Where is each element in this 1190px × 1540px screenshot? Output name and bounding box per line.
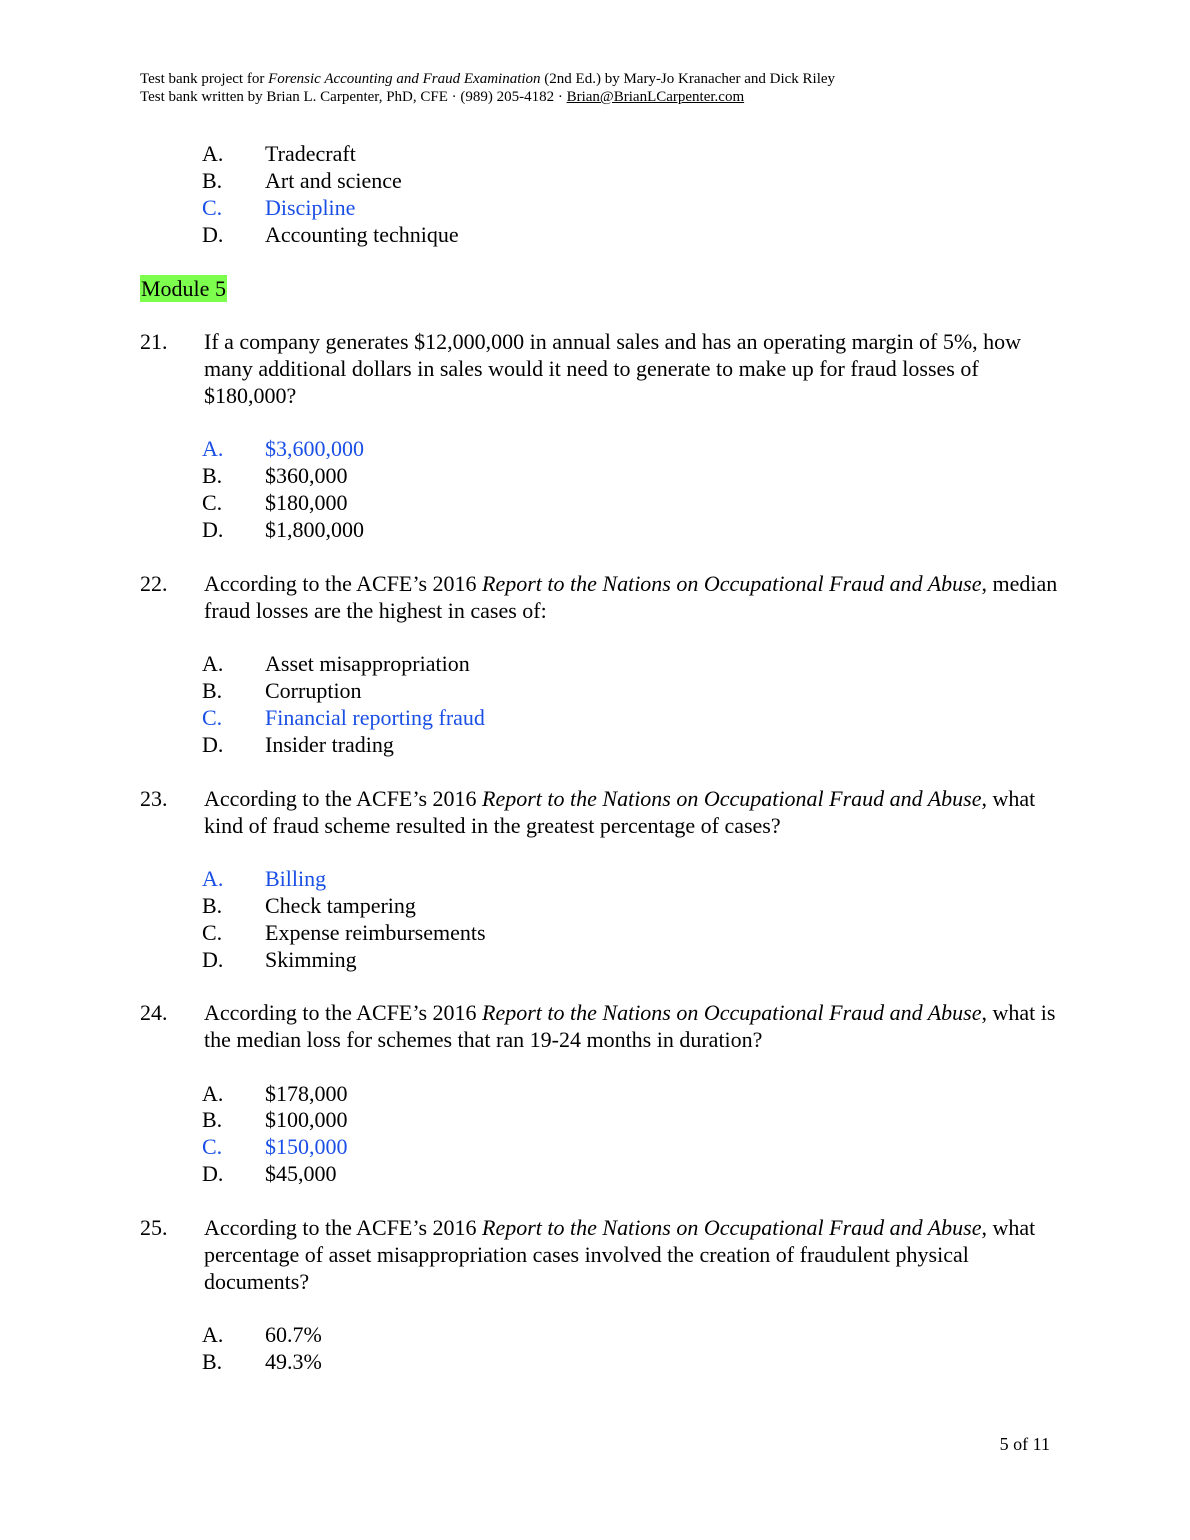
book-title: Forensic Accounting and Fraud Examination (268, 71, 541, 87)
header-line-2 (140, 88, 835, 106)
option-text: Corruption (265, 678, 362, 703)
option-text: $360,000 (265, 463, 348, 488)
question-stem: According to the ACFE’s 2016 Report to the Nations on Occupational Fraud and Abuse, what kind of fraud scheme resulted in the greatest percentage of cases? (204, 786, 1036, 838)
header-prefix: Test bank project for (140, 71, 269, 87)
question-number: 25. (140, 1215, 168, 1240)
option-text: 60.7% (265, 1322, 322, 1347)
question-stem: If a company generates $12,000,000 in annual sales and has an operating margin of 5%, how many additional dollars in sales would it need to generate to make up for fraud losses of $180,000? (204, 329, 1022, 408)
report-title: Report to the Nations on Occupational Fraud and Abuse (482, 786, 982, 811)
option-text: Billing (265, 866, 327, 891)
option-text: $100,000 (265, 1107, 348, 1132)
option-text: Insider trading (265, 732, 394, 757)
option-text: $178,000 (265, 1081, 348, 1106)
option-text: $150,000 (265, 1134, 348, 1159)
option-text: $1,800,000 (265, 517, 364, 542)
question-number: 24. (140, 1000, 168, 1025)
option-text: $180,000 (265, 490, 348, 515)
option-text: Expense reimbursements (265, 920, 486, 945)
option-text: Tradecraft (265, 141, 356, 166)
option-text: Discipline (265, 195, 356, 220)
header-line-1 (140, 70, 835, 88)
option-text: Asset misappropriation (265, 651, 470, 676)
option-text: 49.3% (265, 1349, 322, 1374)
header-author-info: Test bank written by Brian L. Carpenter, PhD, CFE · (989) 205-4182 · (140, 89, 567, 105)
question-stem: According to the ACFE’s 2016 Report to the Nations on Occupational Fraud and Abuse, what percentage of asset misappropriation cases involved the creation of fraudulent physical documents? (204, 1215, 1036, 1294)
option-text: $3,600,000 (265, 436, 364, 461)
option-text: Accounting technique (265, 222, 459, 247)
question-stem: According to the ACFE’s 2016 Report to the Nations on Occupational Fraud and Abuse, what is the median loss for schemes that ran 19-24 months in duration? (204, 1000, 1056, 1052)
option-text: Skimming (265, 947, 357, 972)
module-heading: Module 5 (141, 276, 226, 301)
page-number: 5 of 11 (999, 1434, 1050, 1454)
page-header (140, 70, 835, 106)
report-title: Report to the Nations on Occupational Fraud and Abuse (482, 1000, 982, 1025)
report-title: Report to the Nations on Occupational Fraud and Abuse (482, 1215, 982, 1240)
question-number: 21. (140, 329, 168, 354)
option-text: Check tampering (265, 893, 416, 918)
question-number: 23. (140, 786, 168, 811)
header-authors: (2nd Ed.) by Mary-Jo Kranacher and Dick Riley (540, 71, 836, 87)
report-title: Report to the Nations on Occupational Fraud and Abuse (482, 571, 982, 596)
author-email-link[interactable]: Brian@BrianLCarpenter.com (566, 89, 745, 105)
question-stem: According to the ACFE’s 2016 Report to the Nations on Occupational Fraud and Abuse, median fraud losses are the highest in cases of: (204, 571, 1058, 623)
option-text: Financial reporting fraud (265, 705, 485, 730)
option-text: Art and science (265, 168, 402, 193)
option-text: $45,000 (265, 1161, 337, 1186)
question-number: 22. (140, 571, 168, 596)
